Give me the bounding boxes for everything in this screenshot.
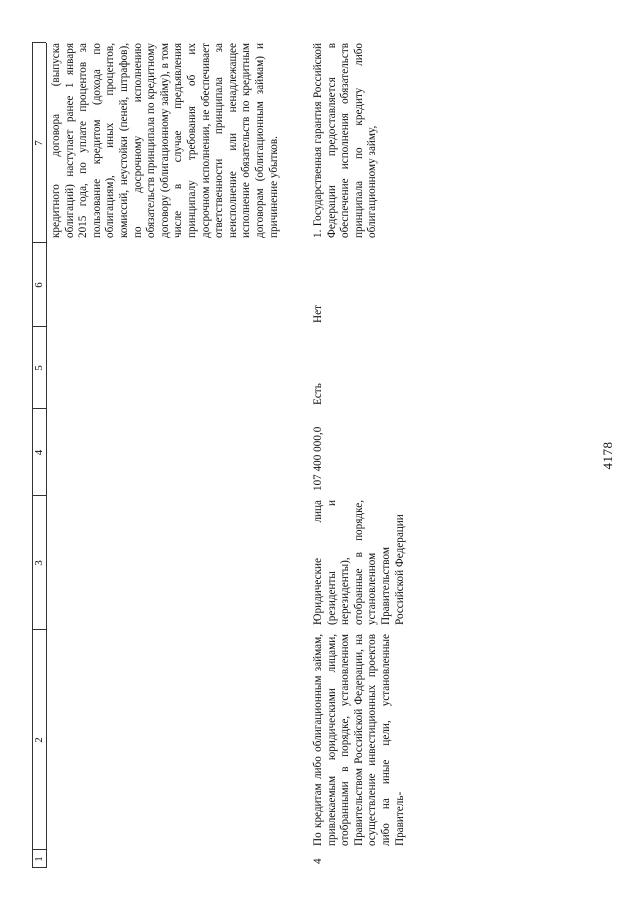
header-col-7: 7 — [33, 140, 45, 146]
row-4-col2-paragraph: По кредитам либо облигационным займам, привлекаемым юридическими лицами, отобранными в порядке, установленном Правительством Российской Федерации, на осуществление инвестиционных проектов либо на иные цели, установленные Правитель- — [312, 634, 406, 846]
header-col-2: 2 — [33, 737, 45, 743]
row-4-col2-text — [312, 634, 407, 846]
header-col-6: 6 — [33, 282, 45, 288]
header-col-3: 3 — [33, 560, 45, 566]
row-4-col4-amount: 107 400 000,0 — [312, 426, 324, 491]
row-4-col7-text — [312, 43, 380, 238]
row-4-col5-value: Есть — [312, 383, 324, 405]
row-4-col7-paragraph: 1. Государственная гарантия Российской Федерации предоставляется в обеспечение исполнения обязательств принципала по кредиту либо облигационному займу, — [312, 43, 379, 238]
continued-col7-text — [50, 43, 281, 238]
row-4-col6-value: Нет — [312, 305, 324, 323]
header-bottom-border — [46, 43, 47, 868]
row-4-number: 4 — [312, 858, 324, 864]
page-number: 4178 — [600, 441, 615, 470]
row-4-col3-paragraph: Юридические лица (резиденты и нерезиденты), отобранные в порядке, установленном Правительством Российской Федерации — [312, 500, 406, 625]
header-col-4: 4 — [33, 449, 45, 456]
rotated-page — [32, 43, 615, 868]
header-col-5: 5 — [33, 365, 45, 371]
header-col-1: 1 — [33, 856, 45, 862]
row-4-col3-text — [312, 500, 407, 625]
continued-col7-paragraph: кредитного договора (выпуска облигаций) наступает ранее 1 января 2015 года, по уплате процентов за пользование кредитом (дохода по облигациям), иных процентов, комиссий, неустойки (пеней, штрафов), по досрочному исполнению обязательств принципала по кредитному договору (облигационному займу), в том числе в случае предъявления принципалу требования об их досрочном исполнении, не обеспечивает ответственности принципала за неисполнение или ненадлежащее исполнение обязательств по кредитным договорам (облигационным займам) и причинение убытков. — [50, 43, 280, 238]
